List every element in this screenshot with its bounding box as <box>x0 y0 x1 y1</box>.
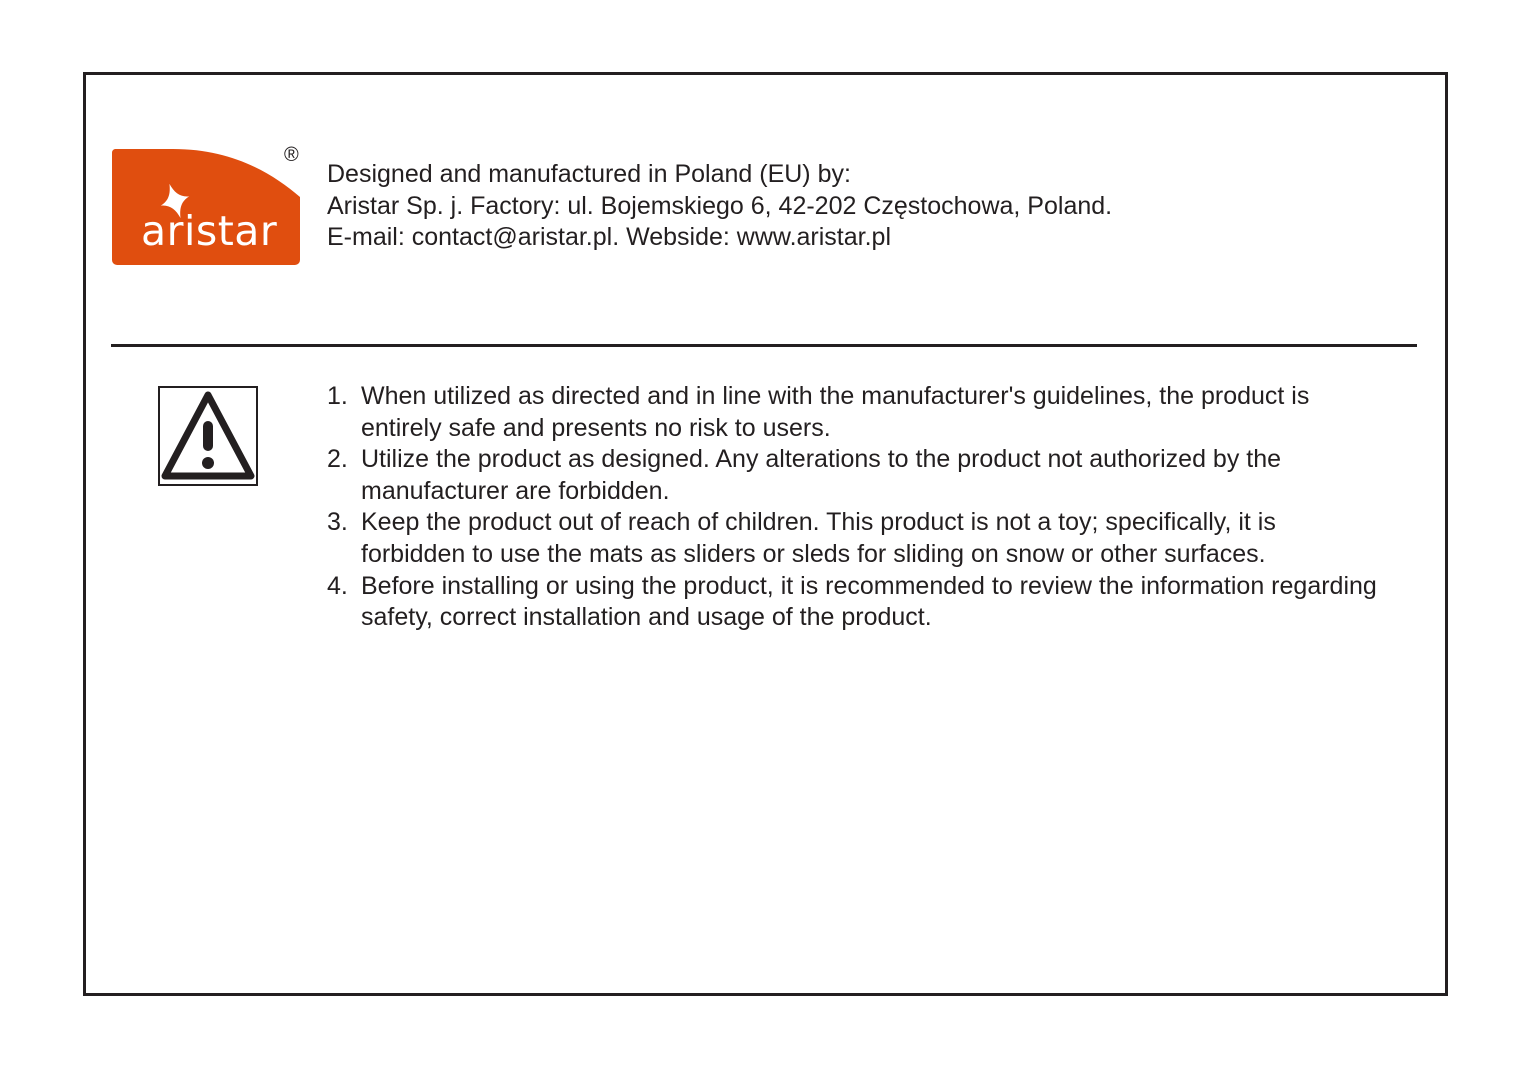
manufacturer-line: Designed and manufactured in Poland (EU) by: <box>327 160 851 188</box>
list-item <box>327 381 1387 444</box>
list-item-number: 1. <box>327 382 348 410</box>
list-item-text: Before installing or using the product, it is recommended to review the information regarding safety, correct installation and usage of the product. <box>361 571 1377 632</box>
manufacturer-address <box>327 159 1112 254</box>
list-item <box>327 507 1387 570</box>
warning-triangle-icon <box>158 386 258 486</box>
manufacturer-address-line: Aristar Sp. j. Factory: ul. Bojemskiego 6, 42-202 Częstochowa, Poland. <box>327 191 1113 220</box>
manufacturer-contact-line: E-mail: contact@aristar.pl. Webside: www.aristar.pl <box>327 223 892 251</box>
list-item-number: 2. <box>327 445 348 474</box>
section-divider <box>111 344 1417 347</box>
svg-text:aristar: aristar <box>141 207 278 255</box>
list-item-text: When utilized as directed and in line with the manufacturer's guidelines, the product is entirely safe and presents no risk to users. <box>361 382 1310 442</box>
aristar-logo <box>111 147 301 266</box>
registered-mark: ® <box>284 144 299 166</box>
list-item <box>327 571 1387 634</box>
list-item-text: Utilize the product as designed. Any alterations to the product not authorized by the manufacturer are forbidden. <box>361 445 1282 505</box>
list-item <box>327 444 1387 507</box>
safety-instructions-list <box>327 381 1387 634</box>
list-item-number: 4. <box>327 571 348 600</box>
list-item-number: 3. <box>327 508 348 537</box>
list-item-text: Keep the product out of reach of children. This product is not a toy; specifically, it is forbidden to use the mats as sliders or sleds for sliding on snow or other surfaces. <box>361 508 1276 568</box>
